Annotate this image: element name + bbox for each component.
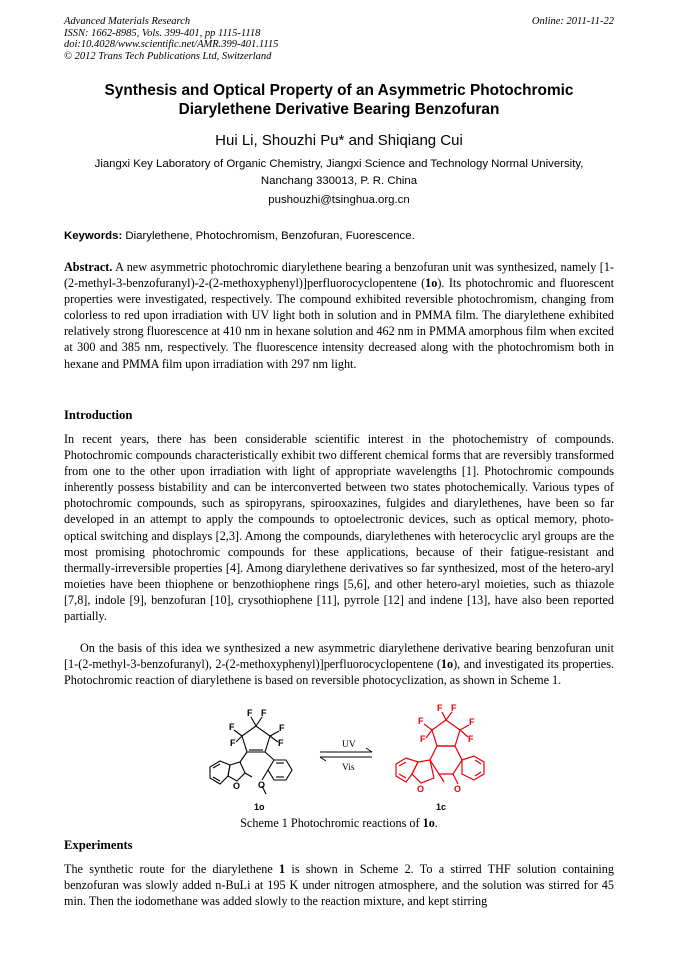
affiliation-line-1: Jiangxi Key Laboratory of Organic Chemistry, Jiangxi Science and Technology Normal University, <box>94 158 584 170</box>
abstract-label: Abstract. <box>64 260 113 274</box>
atom-o: O <box>233 781 241 791</box>
author-list: Hui Li, Shouzhi Pu* and Shiqiang Cui <box>215 132 463 149</box>
journal-name: Advanced Materials Research <box>64 16 191 27</box>
atom-f: F <box>469 717 475 727</box>
intro-p2-text-b: ), and investigated its properties. Photochromic reaction of diarylethene is based on reversible photocyclization, as shown in Scheme 1. <box>64 657 614 688</box>
atom-f: F <box>437 704 443 713</box>
author-email: pushouzhi@tsinghua.org.cn <box>268 194 410 206</box>
caption-text: Scheme 1 Photochromic reactions of <box>240 816 423 830</box>
atom-f: F <box>229 722 235 732</box>
atom-o: O <box>454 784 462 794</box>
keywords <box>64 230 614 242</box>
keywords-label: Keywords: <box>64 230 123 242</box>
atom-f: F <box>230 738 236 748</box>
copyright-line: © 2012 Trans Tech Publications Ltd, Switzerland <box>64 50 272 62</box>
compound-label-1c: 1c <box>436 802 447 812</box>
atom-f: F <box>468 734 474 744</box>
title-line-2: Diarylethene Derivative Bearing Benzofuran <box>178 100 500 118</box>
caption-period: . <box>434 816 438 830</box>
atom-f: F <box>451 704 457 713</box>
intro-paragraph-2 <box>64 640 614 688</box>
scheme-1-figure <box>196 704 496 822</box>
exp-text-b: is shown in Scheme 2. To a stirred THF solution containing benzofuran was slowly added n-BuLi at 195 K under nitrogen atmosphere, and the solution was stirred for 45 min. Then the iodomethane was added slowly to the reaction mixture, and kept stirring <box>64 862 614 909</box>
keywords-text: Diarylethene, Photochromism, Benzofuran, Fuorescence. <box>122 230 415 242</box>
atom-f: F <box>261 708 267 718</box>
paper-title <box>64 82 614 119</box>
arrow-label-uv: UV <box>342 740 356 750</box>
atom-f: F <box>279 723 285 733</box>
intro-p2-text-a: On the basis of this idea we synthesized a new asymmetric diarylethene derivative bearing benzofuran unit [1-(2-methyl-3-benzofuranyl), 2-(2-methoxyphenyl)]perfluorocyclopentene ( <box>64 641 614 672</box>
atom-f: F <box>418 716 424 726</box>
intro-p2-compound: 1o <box>440 657 454 672</box>
doi-line: doi:10.4028/www.scientific.net/AMR.399-401.1115 <box>64 39 279 50</box>
abstract <box>64 259 614 372</box>
affiliation-line-2: Nanchang 330013, P. R. China <box>260 174 418 187</box>
title-line-1: Synthesis and Optical Property of an Asymmetric Photochromic <box>104 82 574 99</box>
exp-compound: 1 <box>279 862 286 876</box>
intro-heading: Introduction <box>64 408 133 422</box>
intro-paragraph-1: In recent years, there has been considerable scientific interest in the photochemistry of compounds. Photochromic compounds characteristically exhibit two different chemical forms that are reversibly transformed from one to the other upon irradiation with light of appropriate wavelengths [1]. Photochromic compounds inherently possess bistability and can be interconverted between two states photochemically. Various types of photochromic compounds, such as spiropyrans, spirooxazines, fulgides and diarylethenes, have been so far developed in an attempt to apply the compounds to optoelectronic devices, such as optical memory, photo-optical switching and displays [2,3]. Among the compounds, diarylethenes with heterocyclic aryl groups are the most promising photochromic compounds for these applications, because of their fatigue-resistant and thermally-irreversible properties [4]. Among diarylethene derivatives so far synthesized, most of the hetero-aryl moieties have been thiophene or benzothiophene rings [5,6], and other hetero-aryl moieties, such as thiazole [7,8], indole [9], benzofuran [10], crysothiophene [11], pyrrole [12] and indene [13], have also been reported partially. <box>64 432 614 624</box>
abstract-compound: 1o <box>425 276 438 291</box>
molecule-1c-atoms <box>417 704 475 794</box>
caption-compound: 1o <box>422 816 435 830</box>
issn-line: ISSN: 1662-8985, Vols. 399-401, pp 1115-1118 <box>64 27 261 39</box>
atom-f: F <box>247 708 253 718</box>
experiments-heading: Experiments <box>64 838 133 852</box>
arrow-label-vis: Vis <box>342 763 355 773</box>
scheme-1-caption <box>64 816 614 831</box>
online-date: Online: 2011-11-22 <box>531 16 614 27</box>
atom-o: O <box>417 784 425 794</box>
atom-o: O <box>258 780 266 790</box>
journal-header <box>64 16 278 62</box>
atom-f: F <box>278 738 284 748</box>
affiliation <box>64 156 614 189</box>
abstract-text-a: A new asymmetric photochromic diarylethene bearing a benzofuran unit was synthesized, namely [1-(2-methyl-3-benzofuranyl)-2-(2-methoxyphenyl)]perfluorocyclopentene ( <box>64 260 614 291</box>
experiments-paragraph <box>64 861 614 909</box>
exp-text-a: The synthetic route for the diarylethene <box>64 862 280 876</box>
atom-f: F <box>420 734 426 744</box>
abstract-text-b: ). Its photochromic and fluorescent properties were investigated, respectively. The compound exhibited reversible photochromism, changing from colorless to red upon irradiation with UV light both in solution and in PMMA film. The diarylethene exhibited relatively strong fluorescence at 410 nm in hexane solution and 462 nm in PMMA amorphous film when excited at 300 and 385 nm, respectively. The fluorescence intensity decreased along with the photochromism both in hexane and PMMA film upon irradiation with 297 nm light. <box>64 276 614 371</box>
compound-label-1o: 1o <box>254 802 265 812</box>
